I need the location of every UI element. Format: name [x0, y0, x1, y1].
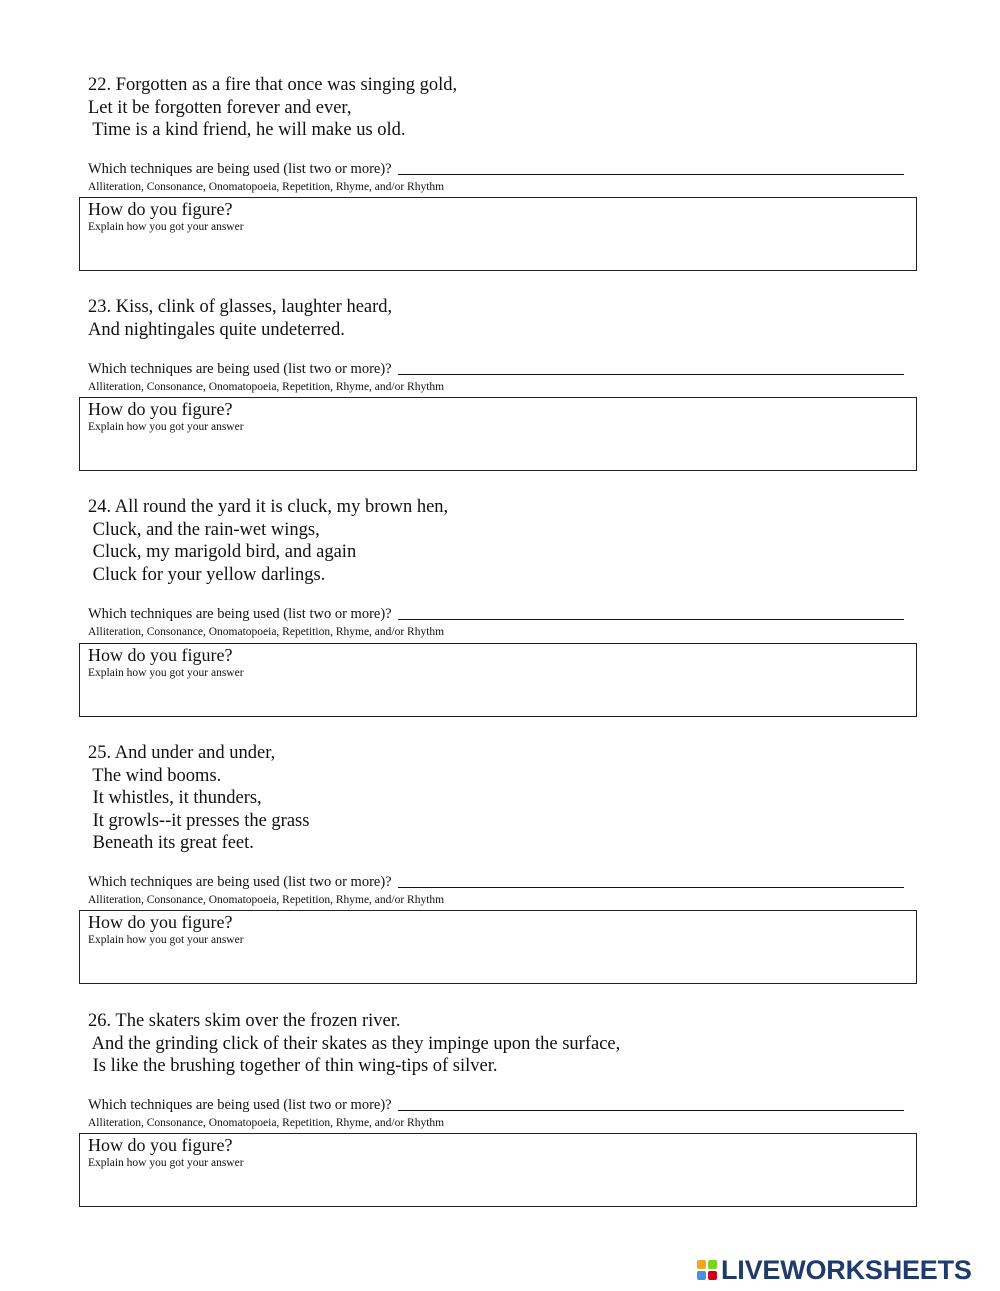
- poem-text: [88, 1010, 620, 1078]
- techniques-choices: Alliteration, Consonance, Onomatopoeia, Repetition, Rhyme, and/or Rhythm: [88, 626, 445, 638]
- explanation-title: How do you figure?: [88, 199, 233, 219]
- techniques-question: [88, 605, 904, 622]
- explanation-box[interactable]: [79, 197, 917, 271]
- techniques-choices: Alliteration, Consonance, Onomatopoeia, Repetition, Rhyme, and/or Rhythm: [88, 1117, 445, 1129]
- explanation-box[interactable]: [79, 397, 917, 471]
- poem-line: Is like the brushing together of thin wing-tips of silver.: [88, 1056, 498, 1076]
- techniques-question: [88, 160, 904, 177]
- liveworksheets-logo: [697, 1255, 972, 1285]
- techniques-answer-field[interactable]: [398, 160, 904, 175]
- explanation-box[interactable]: [79, 643, 917, 717]
- poem-line: 22. Forgotten as a fire that once was singing gold,: [88, 75, 458, 95]
- poem-line: Time is a kind friend, he will make us old.: [88, 120, 406, 140]
- explanation-title: How do you figure?: [88, 645, 233, 665]
- poem-line: Cluck, and the rain-wet wings,: [88, 519, 320, 540]
- logo-tile: [708, 1271, 717, 1280]
- poem-line: 23. Kiss, clink of glasses, laughter heard,: [88, 297, 393, 317]
- techniques-answer-field[interactable]: [398, 605, 904, 620]
- techniques-prompt: Which techniques are being used (list two or more)?: [88, 361, 392, 377]
- techniques-answer-field[interactable]: [398, 1096, 904, 1111]
- techniques-answer-field[interactable]: [398, 360, 904, 375]
- poem-text: [88, 496, 448, 586]
- techniques-prompt: Which techniques are being used (list two or more)?: [88, 874, 392, 890]
- poem-line: And nightingales quite undeterred.: [88, 319, 345, 340]
- logo-mark-icon: [697, 1260, 717, 1280]
- poem-text: [88, 296, 392, 341]
- poem-line: And the grinding click of their skates as they impinge upon the surface,: [88, 1033, 621, 1054]
- logo-tile: [697, 1271, 706, 1280]
- poem-line: Let it be forgotten forever and ever,: [88, 97, 352, 118]
- techniques-choices: Alliteration, Consonance, Onomatopoeia, Repetition, Rhyme, and/or Rhythm: [88, 894, 445, 906]
- techniques-choices: Alliteration, Consonance, Onomatopoeia, Repetition, Rhyme, and/or Rhythm: [88, 381, 445, 393]
- explanation-subtitle: Explain how you got your answer: [88, 221, 244, 233]
- techniques-prompt: Which techniques are being used (list two or more)?: [88, 606, 392, 622]
- explanation-subtitle: Explain how you got your answer: [88, 667, 244, 679]
- explanation-subtitle: Explain how you got your answer: [88, 934, 244, 946]
- logo-tile: [697, 1260, 706, 1269]
- poem-line: It whistles, it thunders,: [88, 788, 262, 808]
- explanation-title: How do you figure?: [88, 912, 233, 932]
- explanation-title: How do you figure?: [88, 399, 233, 419]
- poem-line: Beneath its great feet.: [88, 833, 254, 853]
- techniques-prompt: Which techniques are being used (list two or more)?: [88, 161, 392, 177]
- techniques-question: [88, 1096, 904, 1113]
- poem-line: Cluck, my marigold bird, and again: [88, 542, 357, 562]
- logo-text: LIVEWORKSHEETS: [721, 1255, 972, 1285]
- poem-line: It growls--it presses the grass: [88, 810, 310, 831]
- explanation-subtitle: Explain how you got your answer: [88, 421, 244, 433]
- poem-line: Cluck for your yellow darlings.: [88, 564, 326, 585]
- explanation-box[interactable]: [79, 910, 917, 984]
- techniques-question: [88, 360, 904, 377]
- explanation-box[interactable]: [79, 1133, 917, 1207]
- poem-text: [88, 74, 457, 142]
- techniques-prompt: Which techniques are being used (list two or more)?: [88, 1097, 392, 1113]
- techniques-question: [88, 873, 904, 890]
- poem-line: 26. The skaters skim over the frozen river.: [88, 1011, 401, 1031]
- techniques-choices: Alliteration, Consonance, Onomatopoeia, Repetition, Rhyme, and/or Rhythm: [88, 181, 445, 193]
- poem-line: The wind booms.: [88, 765, 222, 786]
- explanation-subtitle: Explain how you got your answer: [88, 1157, 244, 1169]
- poem-text: [88, 742, 309, 855]
- poem-line: 24. All round the yard it is cluck, my brown hen,: [88, 497, 449, 517]
- explanation-title: How do you figure?: [88, 1135, 233, 1155]
- techniques-answer-field[interactable]: [398, 873, 904, 888]
- poem-line: 25. And under and under,: [88, 743, 276, 763]
- logo-tile: [708, 1260, 717, 1269]
